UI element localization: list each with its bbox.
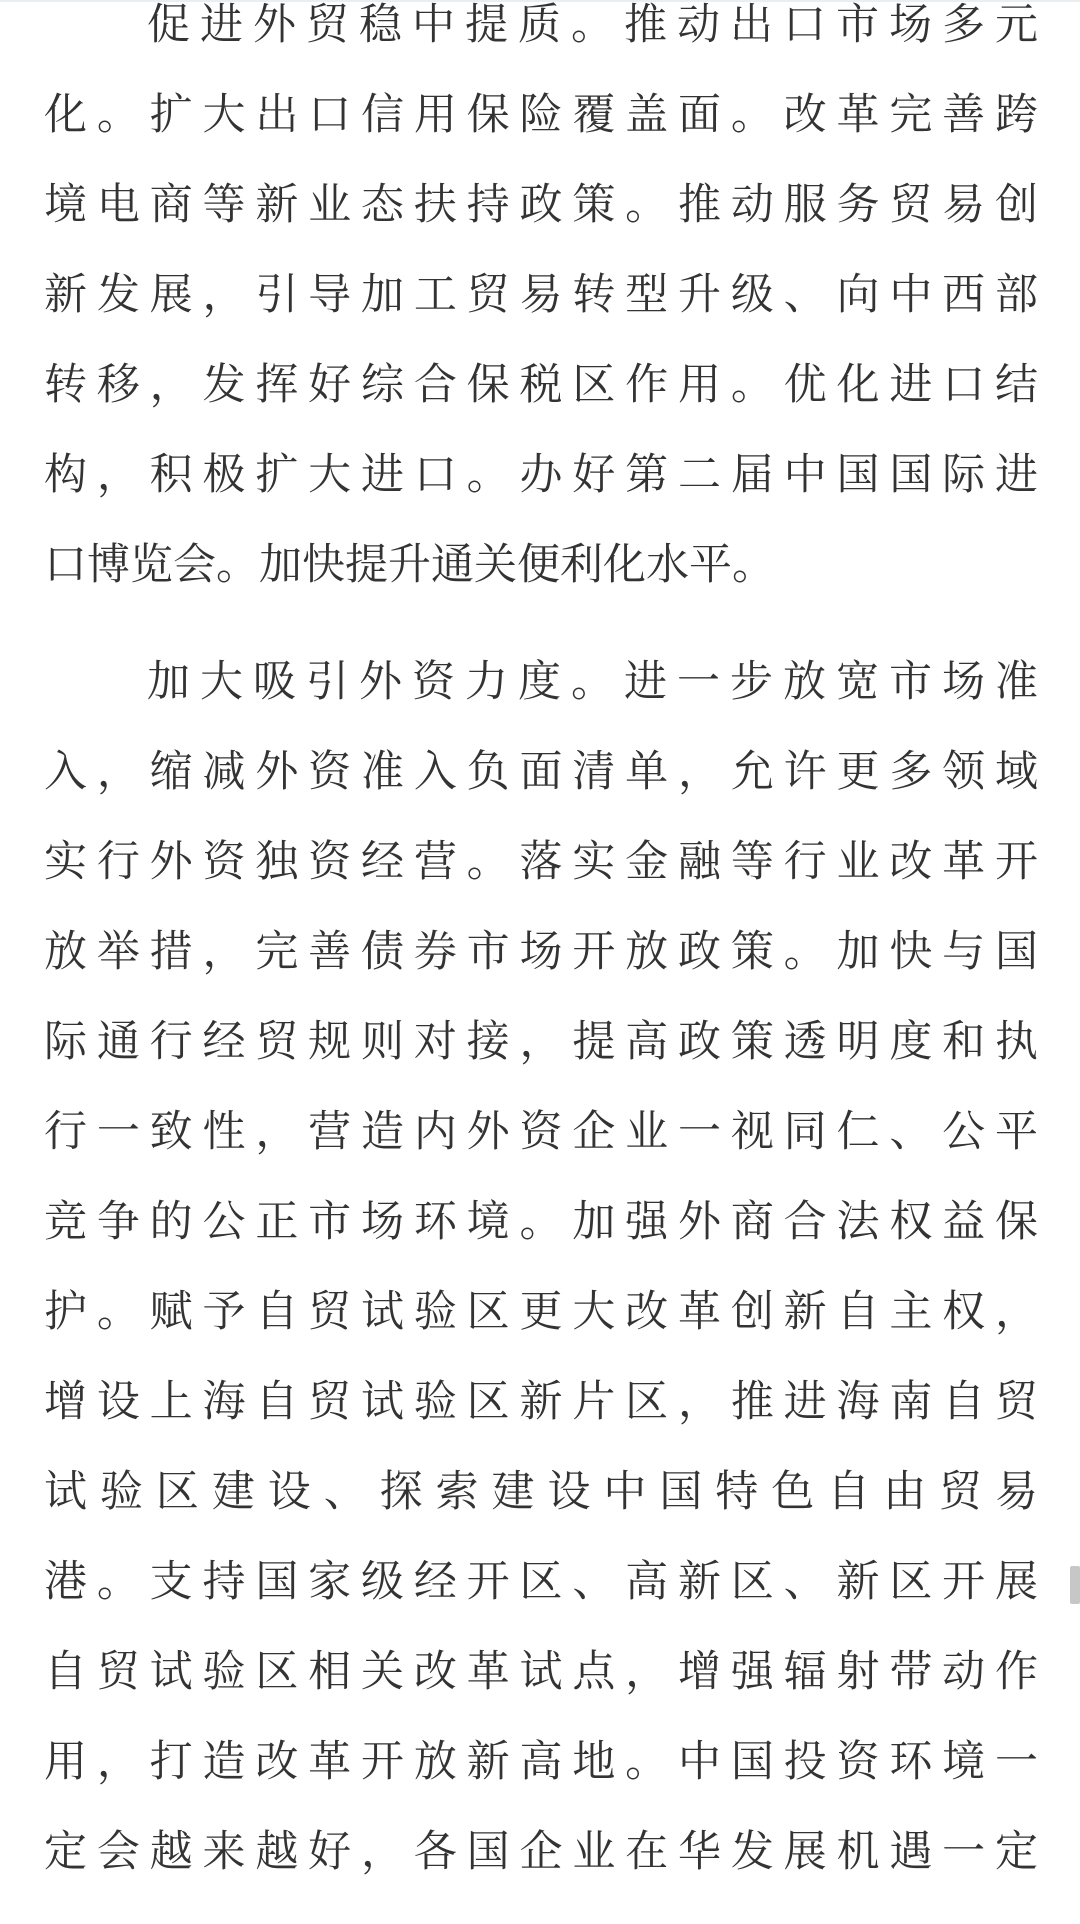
text-line: 定会越来越好，各国企业在华发展机遇一定 <box>44 1827 1038 1877</box>
text-line: 境电商等新业态扶持政策。推动服务贸易创 <box>44 180 1038 230</box>
text-line: 促进外贸稳中提质。推动出口市场多元 <box>147 0 1038 50</box>
text-line: 口博览会。加快提升通关便利化水平。 <box>44 540 775 590</box>
scrollbar-thumb[interactable] <box>1070 1566 1080 1604</box>
paragraph-foreign-investment <box>0 637 1080 1897</box>
text-line: 护。赋予自贸试验区更大改革创新自主权， <box>44 1287 1038 1337</box>
text-line: 用，打造改革开放新高地。中国投资环境一 <box>44 1737 1038 1787</box>
text-line: 新发展，引导加工贸易转型升级、向中西部 <box>44 270 1038 320</box>
text-line: 竞争的公正市场环境。加强外商合法权益保 <box>44 1197 1038 1247</box>
text-line: 港。支持国家级经开区、高新区、新区开展 <box>44 1557 1038 1607</box>
text-line: 化。扩大出口信用保险覆盖面。改革完善跨 <box>44 90 1038 140</box>
paragraph-foreign-trade <box>0 0 1080 610</box>
text-line: 自贸试验区相关改革试点，增强辐射带动作 <box>44 1647 1038 1697</box>
text-line: 实行外资独资经营。落实金融等行业改革开 <box>44 837 1038 887</box>
text-line: 转移，发挥好综合保税区作用。优化进口结 <box>44 360 1038 410</box>
text-line: 行一致性，营造内外资企业一视同仁、公平 <box>44 1107 1038 1157</box>
text-line: 增设上海自贸试验区新片区，推进海南自贸 <box>44 1377 1038 1427</box>
text-line: 试验区建设、探索建设中国特色自由贸易 <box>44 1467 1038 1517</box>
text-line: 际通行经贸规则对接，提高政策透明度和执 <box>44 1017 1038 1067</box>
text-line: 加大吸引外资力度。进一步放宽市场准 <box>147 657 1038 707</box>
text-line: 入，缩减外资准入负面清单，允许更多领域 <box>44 747 1038 797</box>
text-line: 放举措，完善债券市场开放政策。加快与国 <box>44 927 1038 977</box>
text-line: 构，积极扩大进口。办好第二届中国国际进 <box>44 450 1038 500</box>
